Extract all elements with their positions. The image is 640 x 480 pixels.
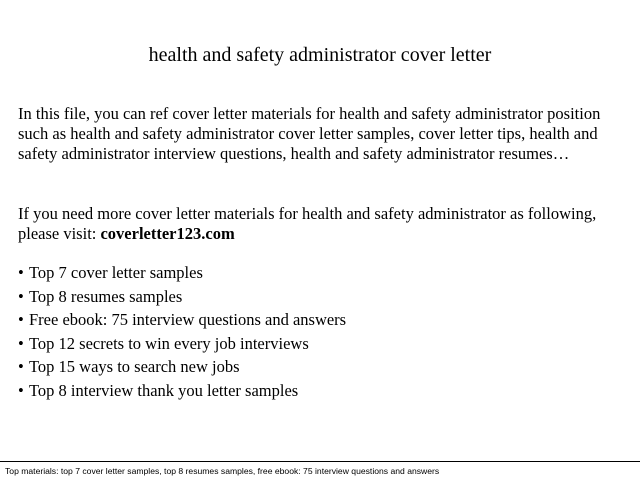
list-item-label: Top 8 resumes samples: [29, 286, 183, 306]
list-item[interactable]: [18, 285, 618, 309]
list-item[interactable]: [18, 261, 618, 285]
list-item-label: Free ebook: 75 interview questions and answers: [29, 310, 347, 329]
intro-paragraph: In this file, you can ref cover letter materials for health and safety administrator position such as health and safety administrator cover letter samples, cover letter tips, health and safety administrator interview questions, health and safety administrator resumes…: [18, 104, 601, 163]
materials-list: [18, 261, 618, 402]
footer-bar: Top materials: top 7 cover letter samples, top 8 resumes samples, free ebook: 75 interview questions and answers: [0, 461, 640, 480]
list-item-label: Top 8 interview thank you letter samples: [29, 380, 299, 400]
list-item[interactable]: [18, 332, 618, 356]
bullet: •: [18, 263, 24, 282]
visit-paragraph: [18, 204, 618, 244]
website-link[interactable]: coverletter123.com: [100, 224, 235, 243]
bullet: •: [18, 286, 24, 306]
list-item-label: Top 7 cover letter samples: [29, 263, 203, 282]
bullet: •: [18, 380, 24, 400]
list-item[interactable]: [18, 308, 618, 332]
page-title: health and safety administrator cover letter: [148, 44, 492, 66]
list-item-label: Top 12 secrets to win every job interviews: [29, 333, 309, 353]
bullet: •: [18, 357, 24, 376]
bullet: •: [18, 333, 24, 353]
list-item[interactable]: [18, 379, 618, 403]
list-item-label: Top 15 ways to search new jobs: [29, 357, 240, 376]
bullet: •: [18, 310, 24, 329]
list-item[interactable]: [18, 355, 618, 379]
visit-text: If you need more cover letter materials for health and safety administrator as following, please visit:: [18, 204, 597, 243]
